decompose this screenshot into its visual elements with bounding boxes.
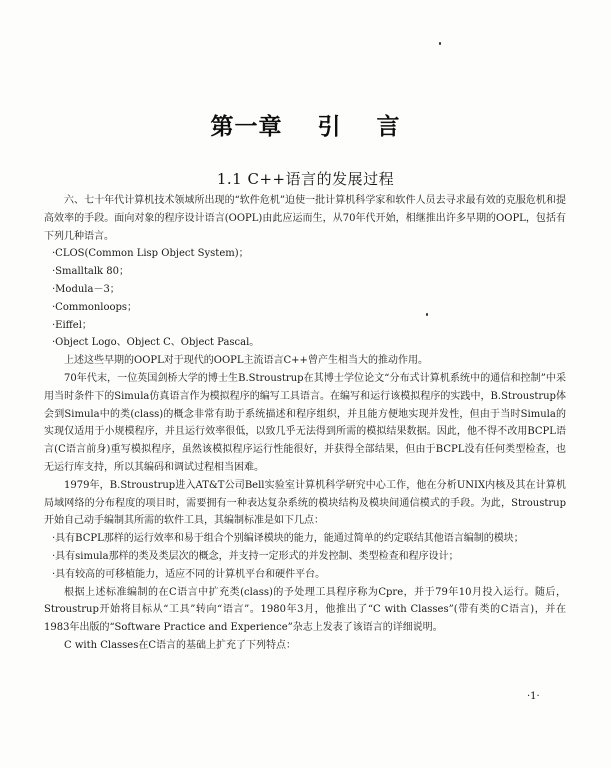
section-title: 1.1 C++语言的发展过程 [216, 170, 395, 188]
paragraph: C with Classes在C语言的基础上扩充了下列特点： [64, 639, 297, 651]
list-item: ·具有较高的可移植能力，适应不同的计算机平台和硬件平台。 [52, 568, 326, 580]
scan-speck [439, 42, 441, 45]
paragraph: 70年代末，一位英国剑桥大学的博士生B.Stroustrup在其博士学位论文“分布式计算机系统中的通信和控制”中采用当时条件下的Simula仿真语言作为模拟程序的编写工具语言。在编写和运行该模拟程序的实践中，B.Stroustrup体会到Simula中的类(class)的概念非常有助于系统描述和程序组织，并且能方便地实现并发性，但由于当时Simula的实现仅适用于小规模程序，并且运行效率很低，以致几乎无法得到所需的模拟结果数据。因此，他不得不改用BCPL语言(C语言前身)重写模拟程序，虽然该模拟程序运行性能很好，并获得全部结果，但由于BCPL没有任何类型检查，也无运行库支持，所以其编码和调试过程相当困难。 [44, 372, 566, 473]
list-item: ·Smalltalk 80； [52, 266, 130, 278]
list-item: ·Commonloops； [52, 301, 138, 313]
list-item: ·具有BCPL那样的运行效率和易于组合个别编译模块的能力，能通过简单的约定联结其他语言编制的模块； [52, 533, 524, 545]
body-text [44, 192, 566, 655]
paragraph: 1979年，B.Stroustrup进入AT&T公司Bell实验室计算机科学研究中心工作，他在分析UNIX内核及其在计算机局域网络的分布程度的项目时，需要拥有一种表达复杂系统的模块结构及模块间通信模式的手段。为此，Stroustrup开始自己动手编制其所需的软件工具，其编制标准是如下几点： [44, 479, 566, 527]
criteria-list [44, 530, 566, 583]
paragraph: 上述这些早期的OOPL对于现代的OOPL主流语言C++曾产生相当大的推动作用。 [64, 355, 428, 367]
list-item: ·Object Logo、Object C、Object Pascal。 [52, 337, 260, 349]
list-item: ·CLOS(Common Lisp Object System)； [52, 248, 249, 260]
page-number: ·1· [527, 691, 540, 702]
chapter-title: 第一章 引 言 [210, 114, 401, 140]
list-item: ·Eiffel； [52, 319, 92, 331]
paragraph: 六、七十年代计算机技术领域所出现的“软件危机”迫使一批计算机科学家和软件人员去寻求最有效的克服危机和提高效率的手段。面向对象的程序设计语言(OOPL)由此应运而生，从70年代开始，相继推出许多早期的OOPL，包括有下列几种语言。 [44, 195, 566, 242]
list-item: ·具有simula那样的类及类层次的概念，并支持一定形式的并发控制、类型检查和程序设计； [52, 550, 459, 562]
list-item: ·Modula－3； [52, 283, 120, 295]
paragraph: 根据上述标准编制的在C语言中扩充类(class)的予处理工具程序称为Cpre，并于79年10月投入运行。随后，Stroustrup开始将目标从“工具”转向“语言”。1980年3月，他推出了“C with Classes”(带有类的C语言)，并在1983年出版的“Software Practice and Experience”杂志上发表了该语言的详细说明。 [44, 586, 566, 634]
language-list [44, 245, 566, 352]
